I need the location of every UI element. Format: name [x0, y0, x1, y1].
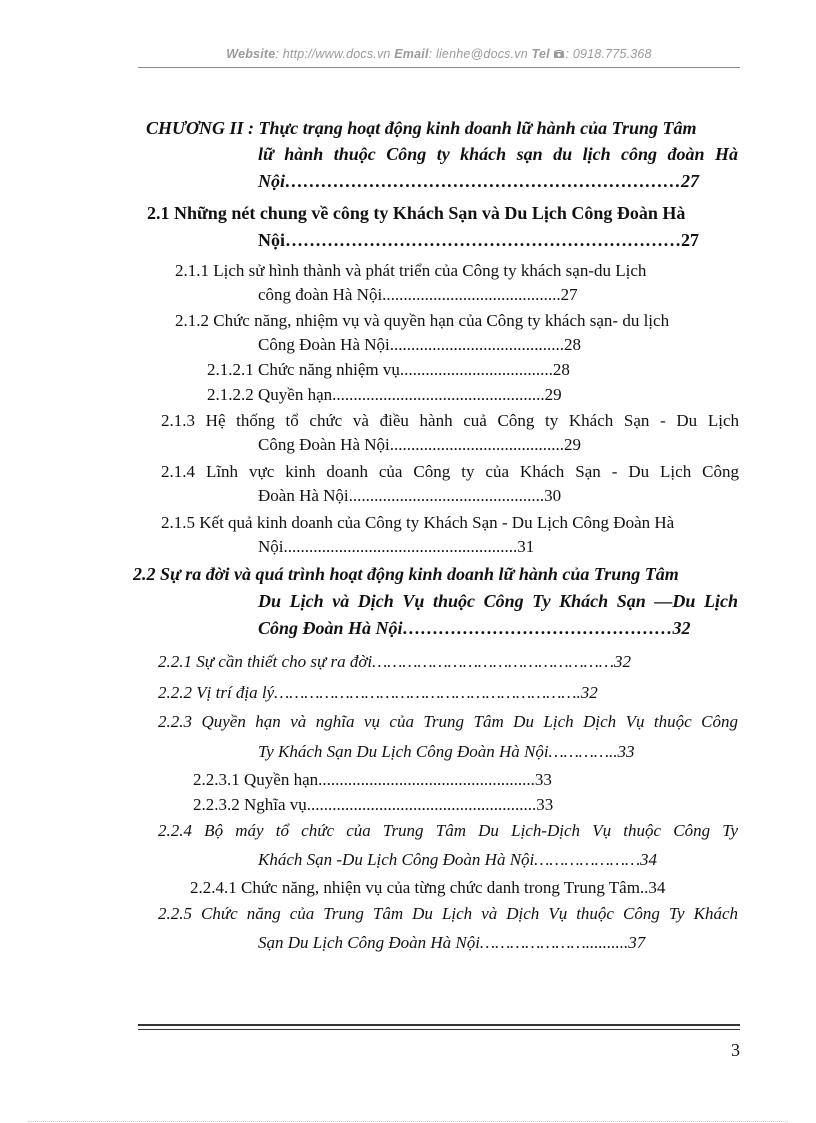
phone-icon: [553, 48, 565, 59]
toc-chapter-title-cont: lữ hành thuộc Công ty khách sạn du lịch công đoàn Hà: [258, 144, 738, 164]
toc-entry-2-2-1: 2.2.1 Sự cần thiết cho sự ra đời…………………………………………32: [158, 652, 631, 671]
email-value: : lienhe@docs.vn: [428, 47, 528, 61]
page-number: 3: [731, 1040, 740, 1060]
toc-entry-2-2-4: 2.2.4 Bộ máy tổ chức của Trung Tâm Du Lịch-Dịch Vụ thuộc Công Ty: [158, 821, 738, 840]
toc-entry-2-2-5: 2.2.5 Chức năng của Trung Tâm Du Lịch và Dịch Vụ thuộc Công Ty Khách: [158, 904, 738, 923]
toc-entry-2-1-2: 2.1.2 Chức năng, nhiệm vụ và quyền hạn của Công ty khách sạn- du lịch: [175, 311, 670, 330]
toc-entry-2-1-5-page: Nội.......................................................31: [258, 537, 535, 556]
toc-entry-2-2-3: 2.2.3 Quyền hạn và nghĩa vụ của Trung Tâm Du Lịch Dịch Vụ thuộc Công: [158, 712, 738, 731]
toc-entry-2-2-4-page: Khách Sạn -Du Lịch Công Đoàn Hà Nội…………………34: [258, 850, 658, 869]
toc-section-2-1: 2.1 Những nét chung về công ty Khách Sạn và Du Lịch Công Đoàn Hà: [147, 203, 686, 223]
toc-entry-2-1-5: 2.1.5 Kết quả kinh doanh của Công ty Khách Sạn - Du Lịch Công Đoàn Hà: [161, 513, 675, 532]
toc-chapter-title: CHƯƠNG II : Thực trạng hoạt động kinh doanh lữ hành của Trung Tâm: [146, 118, 697, 138]
toc-entry-2-1-1: 2.1.1 Lịch sử hình thành và phát triển của Công ty khách sạn-du Lịch: [175, 261, 647, 280]
tel-value: : 0918.775.368: [565, 47, 652, 61]
toc-entry-2-1-3: 2.1.3 Hệ thống tổ chức và điều hành cuả Công ty Khách Sạn - Du Lịch: [161, 411, 739, 430]
toc-entry-2-2-3-1: 2.2.3.1 Quyền hạn...................................................33: [193, 770, 552, 789]
header-rule: [138, 67, 740, 68]
toc-entry-2-2-3-2: 2.2.3.2 Nghĩa vụ......................................................33: [193, 795, 554, 814]
footer-rule-thin: [138, 1029, 740, 1030]
toc-entry-2-1-2-1: 2.1.2.1 Chức năng nhiệm vụ....................................28: [207, 360, 570, 379]
toc-entry-2-1-4: 2.1.4 Lĩnh vực kinh doanh của Công ty của Khách Sạn - Du Lịch Công: [161, 462, 739, 481]
toc-entry-2-2-4-1: 2.2.4.1 Chức năng, nhiện vụ của từng chức danh trong Trung Tâm..34: [190, 878, 666, 897]
tel-label: Tel: [531, 47, 550, 61]
toc-section-2-2-page: Công Đoàn Hà Nội………………………………………32: [258, 618, 691, 638]
website-value: : http://www.docs.vn: [275, 47, 391, 61]
page-edge-divider: [28, 1121, 788, 1122]
toc-entry-2-1-4-page: Đoàn Hà Nội..............................................30: [258, 486, 562, 505]
website-label: Website: [226, 47, 276, 61]
toc-chapter-title-page: Nội…………………………………………………………27: [258, 171, 699, 191]
toc-entry-2-1-2-page: Công Đoàn Hà Nội.........................................28: [258, 335, 581, 354]
toc-entry-2-1-3-page: Công Đoàn Hà Nội.........................................29: [258, 435, 581, 454]
toc-entry-2-2-3-page: Ty Khách Sạn Du Lịch Công Đoàn Hà Nội…………..33: [258, 742, 635, 761]
toc-section-2-1-page: Nội…………………………………………………………27: [258, 230, 699, 250]
page-header: [138, 47, 740, 61]
toc-entry-2-1-2-2: 2.1.2.2 Quyền hạn..................................................29: [207, 385, 562, 404]
toc-section-2-2: 2.2 Sự ra đời và quá trình hoạt động kinh doanh lữ hành của Trung Tâm: [133, 564, 679, 584]
toc-entry-2-1-1-page: công đoàn Hà Nội..........................................27: [258, 285, 578, 304]
footer-rule-thick: [138, 1024, 740, 1026]
toc-section-2-2-cont: Du Lịch và Dịch Vụ thuộc Công Ty Khách Sạn —Du Lịch: [258, 591, 738, 611]
toc-entry-2-2-2: 2.2.2 Vị trí địa lý…………………………………………………….32: [158, 683, 598, 702]
toc-entry-2-2-5-page: Sạn Du Lịch Công Đoàn Hà Nội…………………..........37: [258, 933, 646, 952]
email-label: Email: [394, 47, 429, 61]
